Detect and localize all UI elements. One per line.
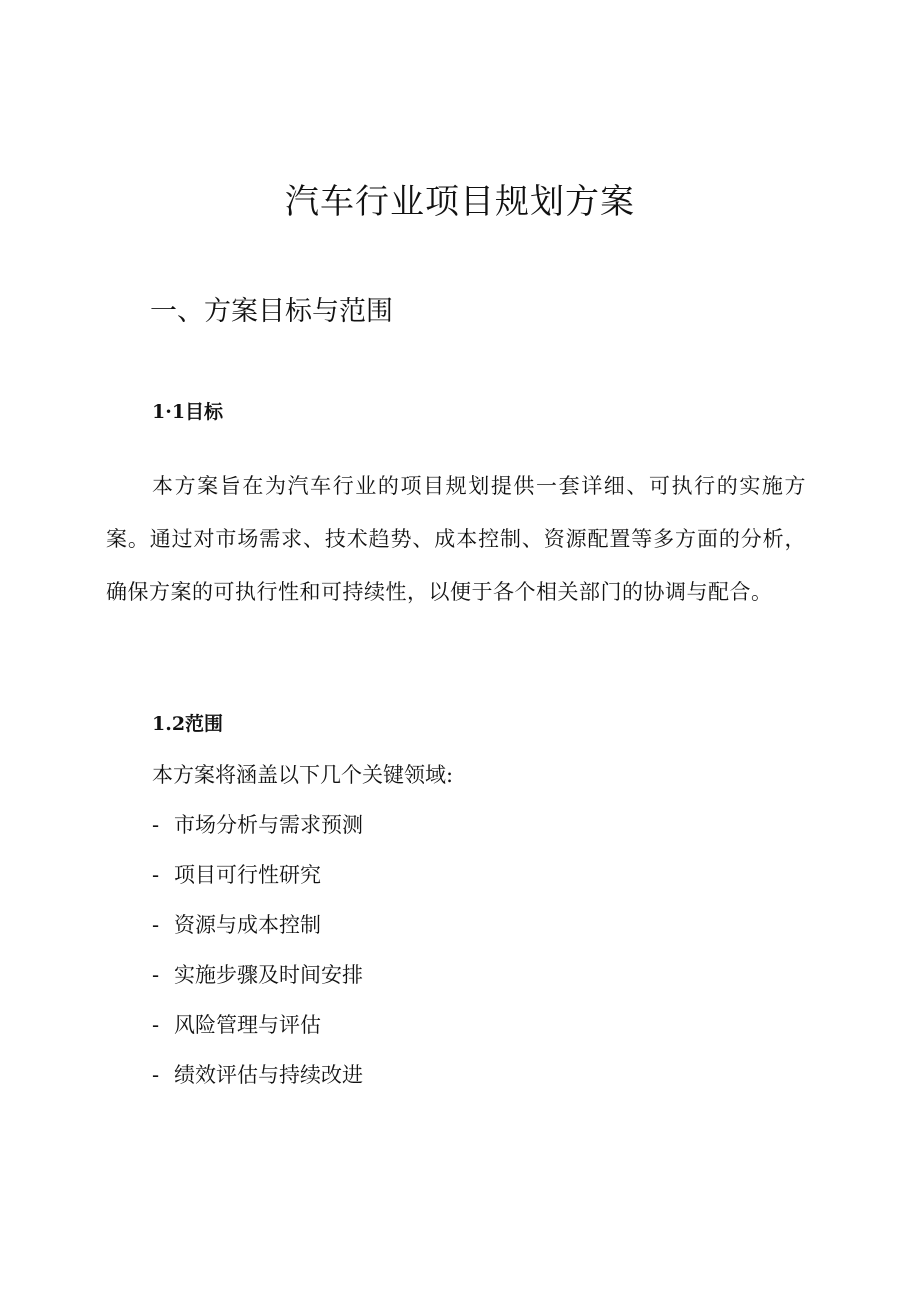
goals-paragraph: 本方案旨在为汽车行业的项目规划提供一套详细、可执行的实施方案。通过对市场需求、技术趋势、成本控制、资源配置等多方面的分析，确保方案的可执行性和可持续性，以便于各个相关部门的协调与配合。: [106, 474, 806, 604]
dash-marker: -: [152, 1063, 160, 1087]
scope-list: [152, 810, 363, 1110]
list-item: [152, 1010, 363, 1060]
dash-marker: -: [152, 913, 160, 937]
list-item-text: 资源与成本控制: [174, 913, 321, 937]
list-item-text: 实施步骤及时间安排: [174, 963, 363, 987]
list-item-text: 风险管理与评估: [174, 1013, 321, 1037]
subsection-heading-scope: 1.2范围: [152, 713, 224, 735]
list-item: [152, 860, 363, 910]
list-item-text: 市场分析与需求预测: [174, 813, 363, 837]
dash-marker: -: [152, 863, 160, 887]
dash-marker: -: [152, 963, 160, 987]
list-item-text: 绩效评估与持续改进: [174, 1063, 363, 1087]
document-title: 汽车行业项目规划方案: [285, 182, 635, 222]
list-item: [152, 1060, 363, 1110]
scope-intro: 本方案将涵盖以下几个关键领域:: [152, 763, 454, 787]
section-heading-goals-scope: 一、方案目标与范围: [150, 296, 393, 327]
dash-marker: -: [152, 813, 160, 837]
list-item: [152, 910, 363, 960]
list-item-text: 项目可行性研究: [174, 863, 321, 887]
list-item: [152, 960, 363, 1010]
dash-marker: -: [152, 1013, 160, 1037]
subsection-heading-goals: 1·1目标: [152, 401, 224, 423]
list-item: [152, 810, 363, 860]
